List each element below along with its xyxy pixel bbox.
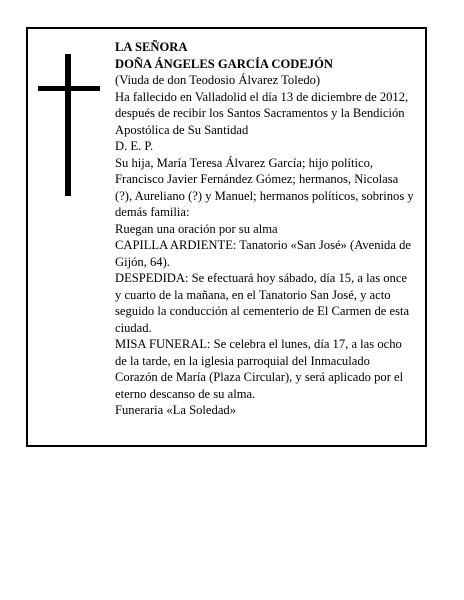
obituary-text <box>115 39 415 419</box>
funeral-home: Funeraria «La Soledad» <box>115 403 236 417</box>
cross-horizontal-bar <box>38 86 100 91</box>
prayer-request: Ruegan una oración por su alma <box>115 221 278 236</box>
cross-icon <box>38 54 100 196</box>
death-announcement: Ha fallecido en Valladolid el día 13 de diciembre de 2012, después de recibir los Santos Sacramentos y la Bendición Apostólica de Su Santidad <box>115 89 409 137</box>
cross-vertical-bar <box>65 54 71 196</box>
family-list: Su hija, María Teresa Álvarez García; hijo político, Francisco Javier Fernández Gómez; hermanos, Nicolasa (?), Aureliano (?) y Manuel; hermanos políticos, sobrinos y demás familia: <box>115 155 414 219</box>
chapel-info: CAPILLA ARDIENTE: Tanatorio «San José» (Avenida de Gijón, 64). <box>115 238 411 269</box>
dep-line: D. E. P. <box>115 139 154 153</box>
deceased-name: DOÑA ÁNGELES GARCÍA CODEJÓN <box>115 56 333 71</box>
funeral-mass-info: MISA FUNERAL: Se celebra el lunes, día 17, a las ocho de la tarde, en la iglesia parroquial del Inmaculado Corazón de María (Plaza Circular), y será aplicado por el eterno descanso de su alma. <box>115 337 404 401</box>
farewell-info: DESPEDIDA: Se efectuará hoy sábado, día 15, a las once y cuarto de la mañana, en el Tanatorio San José, y acto seguido la conducción al cementerio de El Carmen de esta ciudad. <box>115 271 410 335</box>
deceased-title: LA SEÑORA <box>115 40 188 54</box>
widow-of-line: (Viuda de don Teodosio Álvarez Toledo) <box>115 73 321 87</box>
